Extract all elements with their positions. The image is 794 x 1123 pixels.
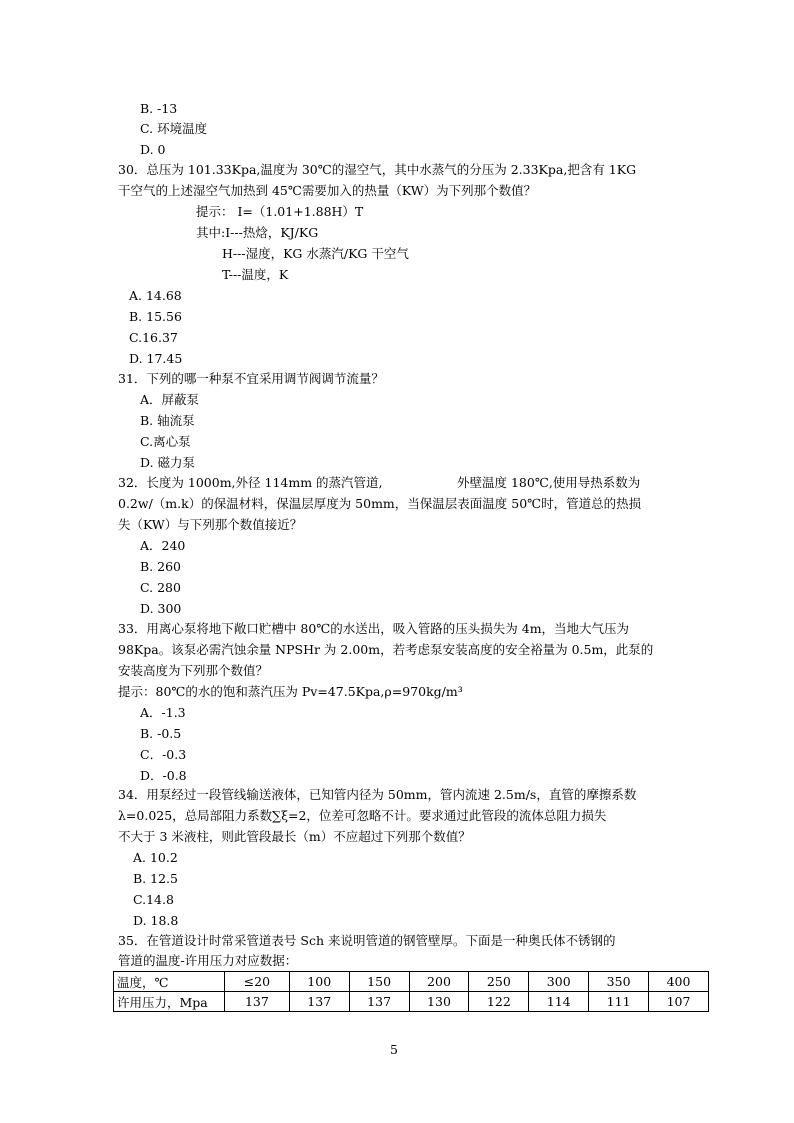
option-d-q31: D. 磁力泵 (140, 455, 196, 470)
option-b-q30: B. 15.56 (129, 309, 182, 324)
table-cell: 130 (409, 992, 469, 1012)
question-35-line-1: 35．在管道设计时常采管道表号 Sch 来说明管道的钢管壁厚。下面是一种奥氏体不锈钢的 (118, 933, 616, 948)
table-cell: 137 (349, 992, 409, 1012)
option-b-q34: B. 12.5 (133, 871, 178, 886)
option-b-q31: B. 轴流泵 (140, 413, 195, 428)
table-cell: 107 (649, 992, 709, 1012)
option-d-q34: D. 18.8 (133, 913, 179, 928)
option-d-q32: D. 300 (140, 601, 182, 616)
option-a-q34: A. 10.2 (133, 850, 178, 865)
hint-formula: 提示： I=（1.01+1.88H）T (196, 204, 364, 219)
table-cell: 250 (469, 972, 529, 992)
table-cell: 122 (469, 992, 529, 1012)
table-cell: 100 (289, 972, 349, 992)
table-cell: 150 (349, 972, 409, 992)
question-34-line-3: 不大于 3 米液柱，则此管段最长（m）不应超过下列那个数值？ (118, 829, 471, 844)
hint-definition-t: T---温度，K (222, 267, 289, 282)
table-cell: 200 (409, 972, 469, 992)
question-33-line-2: 98Kpa。该泵必需汽蚀余量 NPSHr 为 2.00m，若考虑泵安装高度的安全裕量为 0.5m，此泵的 (118, 642, 654, 657)
hint-definition-h: H---湿度，KG 水蒸汽/KG 干空气 (222, 246, 409, 261)
table-cell: 350 (589, 972, 649, 992)
question-33-line-3: 安装高度为下列那个数值？ (118, 663, 269, 678)
option-a-q31: A．屏蔽泵 (140, 392, 200, 407)
option-c-q31: C.离心泵 (140, 434, 191, 449)
option-c-q33: C．-0.3 (140, 747, 187, 762)
table-cell: 温度，℃ (114, 972, 225, 992)
question-33-line-1: 33．用离心泵将地下敞口贮槽中 80℃的水送出，吸入管路的压头损失为 4m，当地大气压为 (118, 621, 630, 636)
table-cell: 114 (529, 992, 589, 1012)
question-34-line-1: 34．用泵经过一段管线输送液体，已知管内径为 50mm，管内流速 2.5m/s，直管的摩擦系数 (118, 787, 637, 802)
table-cell: 137 (289, 992, 349, 1012)
hint-definition-i: 其中:I---热焓，KJ/KG (196, 225, 319, 240)
question-32-line-1b: 外壁温度 180℃,使用导热系数为 (457, 475, 641, 490)
option-d-q30: D. 17.45 (129, 351, 183, 366)
option-b-q33: B. -0.5 (140, 726, 182, 741)
page-number: 5 (390, 1042, 398, 1057)
option-b-q29: B. -13 (140, 101, 178, 116)
table-cell: 137 (225, 992, 290, 1012)
question-31: 31．下列的哪一种泵不宜采用调节阀调节流量？ (118, 371, 384, 386)
option-a-q33: A．-1.3 (140, 705, 186, 720)
table-cell: ≤20 (225, 972, 290, 992)
option-c-q32: C. 280 (140, 580, 181, 595)
table-cell: 许用压力，Mpa (114, 992, 225, 1012)
option-c-q34: C.14.8 (133, 892, 174, 907)
temperature-pressure-table (113, 971, 709, 1012)
option-c-q29: C. 环境温度 (140, 121, 208, 136)
option-a-q30: A. 14.68 (129, 288, 182, 303)
option-d-q29: D. 0 (140, 142, 166, 157)
option-c-q30: C.16.37 (129, 330, 178, 345)
option-d-q33: D．-0.8 (140, 768, 187, 783)
question-34-line-2: λ=0.025，总局部阻力系数∑ξ=2，位差可忽略不计。要求通过此管段的流体总阻力损失 (118, 808, 607, 823)
question-30-line-2: 干空气的上述湿空气加热到 45℃需要加入的热量（KW）为下列那个数值？ (118, 183, 537, 198)
table-cell: 111 (589, 992, 649, 1012)
option-a-q32: A．240 (140, 538, 186, 553)
table-row (114, 992, 709, 1012)
table-cell: 400 (649, 972, 709, 992)
question-32-line-1a: 32．长度为 1000m,外径 114mm 的蒸汽管道, (118, 475, 383, 490)
table-row (114, 972, 709, 992)
question-32-line-3: 失（KW）与下列那个数值接近？ (118, 517, 303, 532)
question-33-hint: 提示：80℃的水的饱和蒸汽压为 Pv=47.5Kpa,ρ=970kg/m³ (118, 684, 463, 699)
question-30-line-1: 30．总压为 101.33Kpa,温度为 30℃的湿空气，其中水蒸气的分压为 2.33Kpa,把含有 1KG (118, 162, 637, 177)
option-b-q32: B. 260 (140, 559, 181, 574)
table-cell: 300 (529, 972, 589, 992)
question-35-line-2: 管道的温度-许用压力对应数据： (118, 953, 298, 968)
question-32-line-2: 0.2w/（m.k）的保温材料，保温层厚度为 50mm，当保温层表面温度 50℃时，管道总的热损 (118, 496, 642, 511)
